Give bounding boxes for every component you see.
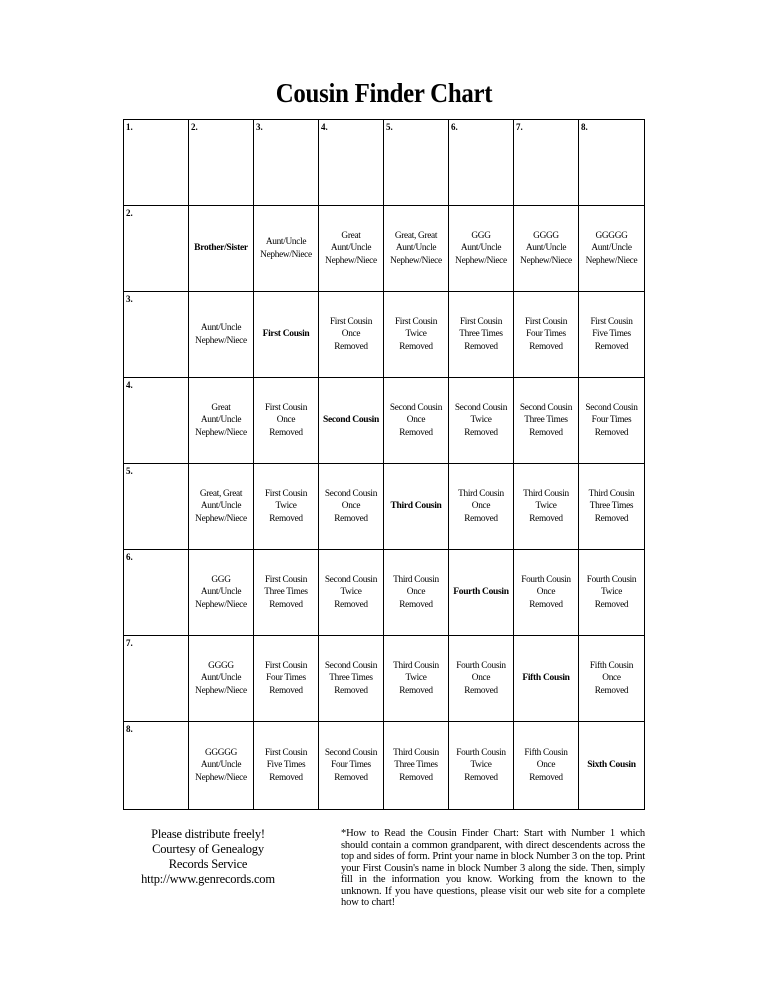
relationship-label: First Cousin bbox=[262, 329, 310, 340]
cousin-chart-grid bbox=[123, 119, 645, 810]
chart-cell[interactable] bbox=[189, 292, 254, 378]
chart-cell[interactable] bbox=[124, 378, 189, 464]
chart-cell[interactable] bbox=[449, 722, 514, 810]
relationship-label: Sixth Cousin bbox=[587, 760, 636, 771]
chart-cell[interactable] bbox=[579, 292, 645, 378]
block-number: 6. bbox=[126, 552, 133, 562]
relationship-label: Second Cousin Once Removed bbox=[324, 488, 378, 524]
relationship-label: Fourth Cousin Twice Removed bbox=[586, 574, 637, 610]
chart-cell[interactable] bbox=[124, 206, 189, 292]
chart-cell[interactable] bbox=[514, 120, 579, 206]
block-number: 1. bbox=[126, 122, 133, 132]
chart-cell[interactable] bbox=[124, 722, 189, 810]
chart-cell[interactable] bbox=[384, 636, 449, 722]
relationship-label: GGG Aunt/Uncle Nephew/Niece bbox=[455, 230, 507, 266]
chart-cell[interactable] bbox=[384, 550, 449, 636]
relationship-label: First Cousin Five Times Removed bbox=[264, 747, 308, 783]
relationship-label: Third Cousin Three Times Removed bbox=[588, 488, 635, 524]
relationship-label: Fourth Cousin Once Removed bbox=[456, 660, 506, 696]
relationship-label: GGGGG Aunt/Uncle Nephew/Niece bbox=[195, 747, 247, 783]
relationship-label: Aunt/Uncle Nephew/Niece bbox=[195, 323, 247, 346]
chart-cell[interactable] bbox=[319, 464, 384, 550]
relationship-label: Second Cousin Twice Removed bbox=[324, 574, 378, 610]
chart-cell[interactable] bbox=[124, 120, 189, 206]
website-link[interactable]: http://www.genrecords.com bbox=[141, 872, 275, 886]
chart-cell[interactable] bbox=[384, 206, 449, 292]
block-number: 5. bbox=[386, 122, 393, 132]
relationship-label: First Cousin Five Times Removed bbox=[590, 316, 633, 352]
relationship-label: Great, Great Aunt/Uncle Nephew/Niece bbox=[390, 230, 442, 266]
chart-cell[interactable] bbox=[579, 378, 645, 464]
chart-cell[interactable] bbox=[514, 378, 579, 464]
chart-row bbox=[124, 378, 645, 464]
block-number: 8. bbox=[126, 724, 133, 734]
chart-cell[interactable] bbox=[254, 464, 319, 550]
chart-cell[interactable] bbox=[254, 292, 319, 378]
chart-row bbox=[124, 722, 645, 810]
relationship-label: GGGG Aunt/Uncle Nephew/Niece bbox=[520, 230, 572, 266]
chart-cell[interactable] bbox=[189, 722, 254, 810]
chart-cell[interactable] bbox=[449, 120, 514, 206]
relationship-label: Second Cousin Four Times Removed bbox=[324, 747, 378, 783]
relationship-label: GGG Aunt/Uncle Nephew/Niece bbox=[195, 574, 247, 610]
relationship-label: Fourth Cousin bbox=[453, 587, 509, 598]
chart-cell[interactable] bbox=[384, 464, 449, 550]
chart-cell[interactable] bbox=[384, 120, 449, 206]
chart-row bbox=[124, 550, 645, 636]
chart-cell[interactable] bbox=[189, 464, 254, 550]
chart-cell[interactable] bbox=[319, 636, 384, 722]
chart-cell[interactable] bbox=[319, 722, 384, 810]
relationship-label: Aunt/Uncle Nephew/Niece bbox=[260, 237, 312, 260]
chart-cell[interactable] bbox=[449, 292, 514, 378]
chart-cell[interactable] bbox=[124, 636, 189, 722]
page-title: Cousin Finder Chart bbox=[275, 78, 493, 108]
relationship-label: GGGGG Aunt/Uncle Nephew/Niece bbox=[585, 230, 638, 266]
chart-cell[interactable] bbox=[189, 120, 254, 206]
relationship-label: Great Aunt/Uncle Nephew/Niece bbox=[195, 402, 247, 438]
relationship-label: Second Cousin Four Times Removed bbox=[585, 402, 638, 438]
block-number: 2. bbox=[191, 122, 198, 132]
chart-cell[interactable] bbox=[514, 636, 579, 722]
block-number: 7. bbox=[516, 122, 523, 132]
relationship-label: First Cousin Three Times Removed bbox=[264, 574, 308, 610]
instructions-text: *How to Read the Cousin Finder Chart: Start with Number 1 which should contain a common grandparent, with direct descendents across the top and sides of form. Print your name in block Number 3 on the top. Print your First Cousin's name in block Number 3 along the side. Then, simply fill in the information you know. Working from the known to the unknown. If you have questions, please visit our web site for a complete how to chart! bbox=[341, 828, 645, 908]
courtesy-note bbox=[123, 827, 293, 887]
footer-line: Records Service bbox=[168, 857, 248, 871]
block-number: 8. bbox=[581, 122, 588, 132]
relationship-label: Second Cousin Once Removed bbox=[389, 402, 443, 438]
relationship-label: Second Cousin Three Times Removed bbox=[324, 660, 378, 696]
chart-cell[interactable] bbox=[254, 722, 319, 810]
relationship-label: Second Cousin Twice Removed bbox=[454, 402, 508, 438]
chart-cell[interactable] bbox=[254, 636, 319, 722]
relationship-label: Fourth Cousin Twice Removed bbox=[456, 747, 506, 783]
block-number: 6. bbox=[451, 122, 458, 132]
chart-cell[interactable] bbox=[514, 206, 579, 292]
relationship-label: Fifth Cousin bbox=[522, 673, 570, 684]
chart-row bbox=[124, 292, 645, 378]
chart-cell[interactable] bbox=[514, 292, 579, 378]
relationship-label: Third Cousin bbox=[390, 501, 442, 512]
relationship-label: First Cousin Three Times Removed bbox=[459, 316, 503, 352]
relationship-label: Great, Great Aunt/Uncle Nephew/Niece bbox=[195, 488, 247, 524]
relationship-label: Third Cousin Three Times Removed bbox=[393, 747, 439, 783]
chart-cell[interactable] bbox=[189, 378, 254, 464]
chart-cell[interactable] bbox=[579, 120, 645, 206]
chart-cell[interactable] bbox=[579, 464, 645, 550]
relationship-label: Great Aunt/Uncle Nephew/Niece bbox=[325, 230, 377, 266]
relationship-label: Third Cousin Once Removed bbox=[458, 488, 504, 524]
relationship-label: Second Cousin bbox=[322, 415, 380, 426]
chart-cell[interactable] bbox=[124, 464, 189, 550]
chart-cell[interactable] bbox=[579, 636, 645, 722]
footer-line: Please distribute freely! bbox=[151, 827, 265, 841]
chart-cell[interactable] bbox=[319, 292, 384, 378]
chart-cell[interactable] bbox=[514, 722, 579, 810]
relationship-label: First Cousin Four Times Removed bbox=[264, 660, 308, 696]
block-number: 7. bbox=[126, 638, 133, 648]
relationship-label: First Cousin Twice Removed bbox=[264, 488, 308, 524]
chart-cell[interactable] bbox=[319, 206, 384, 292]
chart-cell[interactable] bbox=[384, 722, 449, 810]
relationship-label: Fifth Cousin Once Removed bbox=[589, 660, 634, 696]
chart-cell[interactable] bbox=[579, 722, 645, 810]
chart-cell[interactable] bbox=[514, 550, 579, 636]
chart-cell[interactable] bbox=[254, 378, 319, 464]
relationship-label: Second Cousin Three Times Removed bbox=[519, 402, 573, 438]
chart-cell[interactable] bbox=[449, 636, 514, 722]
chart-cell[interactable] bbox=[189, 550, 254, 636]
chart-cell[interactable] bbox=[449, 206, 514, 292]
chart-row bbox=[124, 464, 645, 550]
chart-cell[interactable] bbox=[579, 550, 645, 636]
chart-cell[interactable] bbox=[319, 550, 384, 636]
footer-line: Courtesy of Genealogy bbox=[152, 842, 264, 856]
relationship-label: Third Cousin Twice Removed bbox=[523, 488, 569, 524]
relationship-label: GGGG Aunt/Uncle Nephew/Niece bbox=[195, 660, 247, 696]
chart-cell[interactable] bbox=[254, 120, 319, 206]
relationship-label: First Cousin Once Removed bbox=[329, 316, 373, 352]
chart-cell[interactable] bbox=[384, 378, 449, 464]
relationship-label: Third Cousin Once Removed bbox=[393, 574, 439, 610]
block-number: 4. bbox=[321, 122, 328, 132]
chart-cell[interactable] bbox=[189, 636, 254, 722]
relationship-label: First Cousin Four Times Removed bbox=[524, 316, 568, 352]
chart-cell[interactable] bbox=[319, 378, 384, 464]
block-number: 3. bbox=[256, 122, 263, 132]
block-number: 3. bbox=[126, 294, 133, 304]
chart-row bbox=[124, 120, 645, 206]
chart-cell[interactable] bbox=[189, 206, 254, 292]
chart-cell[interactable] bbox=[319, 120, 384, 206]
block-number: 4. bbox=[126, 380, 133, 390]
relationship-label: Fourth Cousin Once Removed bbox=[521, 574, 571, 610]
chart-cell[interactable] bbox=[579, 206, 645, 292]
chart-cell[interactable] bbox=[254, 206, 319, 292]
relationship-label: Brother/Sister bbox=[194, 243, 248, 254]
chart-cell[interactable] bbox=[124, 550, 189, 636]
chart-cell[interactable] bbox=[449, 378, 514, 464]
chart-cell[interactable] bbox=[449, 464, 514, 550]
chart-row bbox=[124, 636, 645, 722]
relationship-label: Fifth Cousin Once Removed bbox=[524, 747, 568, 783]
block-number: 2. bbox=[126, 208, 133, 218]
relationship-label: First Cousin Once Removed bbox=[264, 402, 308, 438]
chart-cell[interactable] bbox=[384, 292, 449, 378]
relationship-label: Third Cousin Twice Removed bbox=[393, 660, 439, 696]
chart-cell[interactable] bbox=[514, 464, 579, 550]
relationship-label: First Cousin Twice Removed bbox=[394, 316, 438, 352]
block-number: 5. bbox=[126, 466, 133, 476]
chart-cell[interactable] bbox=[124, 292, 189, 378]
chart-cell[interactable] bbox=[449, 550, 514, 636]
chart-row bbox=[124, 206, 645, 292]
chart-cell[interactable] bbox=[254, 550, 319, 636]
